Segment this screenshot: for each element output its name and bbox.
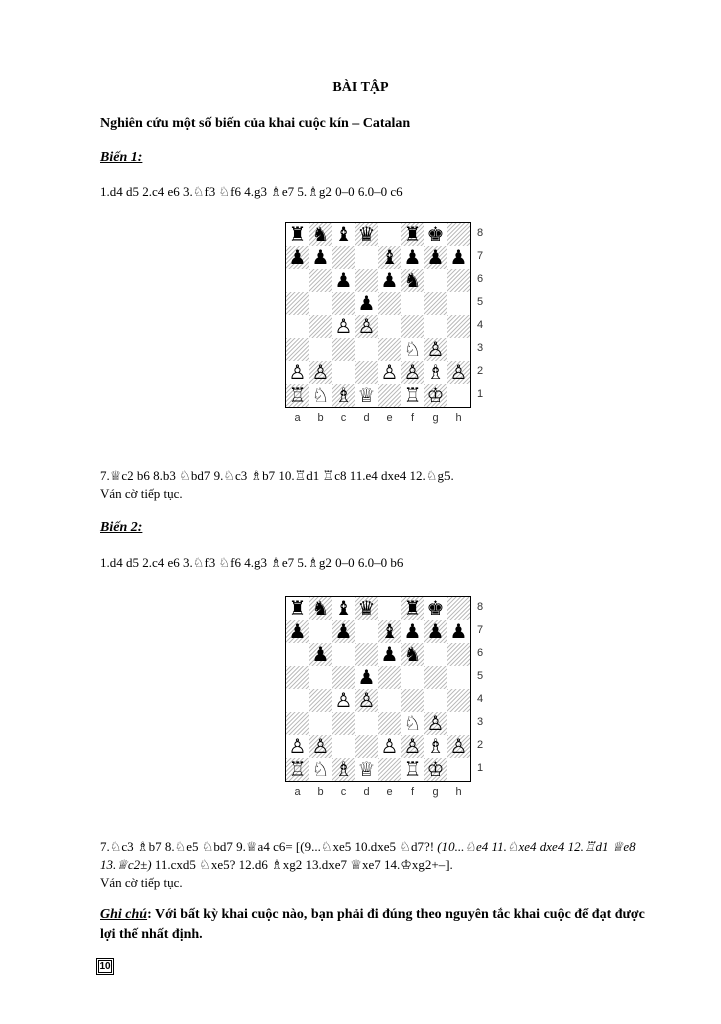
rank-label: 4 (477, 693, 484, 705)
file-label: b (317, 412, 324, 424)
white-bishop-icon: ♗ (334, 383, 353, 407)
board-square-d3 (355, 338, 378, 361)
black-pawn-icon: ♟ (403, 619, 422, 643)
file-label: g (432, 412, 439, 424)
white-pawn-icon: ♙ (311, 360, 330, 384)
board-square-b3 (309, 338, 332, 361)
white-pawn-icon: ♙ (380, 360, 399, 384)
white-pawn-icon: ♙ (288, 360, 307, 384)
file-label: e (386, 786, 393, 798)
board-square-c3 (332, 712, 355, 735)
board-square-a5 (286, 666, 309, 689)
white-pawn-icon: ♙ (380, 734, 399, 758)
board-square-b6 (309, 269, 332, 292)
board-square-h8 (447, 597, 470, 620)
file-label: b (317, 786, 324, 798)
board-square-d6 (355, 643, 378, 666)
white-pawn-icon: ♙ (334, 688, 353, 712)
file-label: h (455, 412, 462, 424)
chess-board (285, 596, 471, 782)
black-king-icon: ♚ (426, 596, 445, 620)
white-bishop-icon: ♗ (426, 734, 445, 758)
board-square-g5 (424, 666, 447, 689)
white-knight-icon: ♘ (311, 757, 330, 781)
white-pawn-icon: ♙ (426, 711, 445, 735)
white-pawn-icon: ♙ (449, 360, 468, 384)
rank-label: 1 (477, 388, 484, 400)
black-queen-icon: ♛ (357, 222, 376, 246)
board-square-f4 (401, 315, 424, 338)
white-pawn-icon: ♙ (403, 360, 422, 384)
board-square-h4 (447, 689, 470, 712)
board-square-f4 (401, 689, 424, 712)
page-subtitle: Nghiên cứu một số biến của khai cuộc kín – Catalan (100, 116, 411, 131)
chess-board (285, 222, 471, 408)
variant-1-opening-moves: 1.d4 d5 2.c4 e6 3.♘f3 ♘f6 4.g3 ♗e7 5.♗g2 0–0 6.0–0 c6 (100, 184, 403, 199)
black-pawn-icon: ♟ (449, 619, 468, 643)
board-square-e4 (378, 689, 401, 712)
white-pawn-icon: ♙ (288, 734, 307, 758)
black-rook-icon: ♜ (403, 596, 422, 620)
file-label: f (410, 786, 415, 798)
variant-2-continuation (100, 838, 640, 892)
black-pawn-icon: ♟ (426, 619, 445, 643)
rank-label: 4 (477, 319, 484, 331)
rank-label: 2 (477, 365, 484, 377)
board-square-e3 (378, 712, 401, 735)
black-pawn-icon: ♟ (449, 245, 468, 269)
black-pawn-icon: ♟ (380, 268, 399, 292)
white-queen-icon: ♕ (357, 757, 376, 781)
board-square-b5 (309, 292, 332, 315)
board-square-g4 (424, 689, 447, 712)
board-square-a5 (286, 292, 309, 315)
black-bishop-icon: ♝ (380, 245, 399, 269)
board-square-h8 (447, 223, 470, 246)
note-label: Ghi chú (100, 907, 148, 922)
board-square-d2 (355, 735, 378, 758)
black-pawn-icon: ♟ (311, 245, 330, 269)
black-pawn-icon: ♟ (334, 619, 353, 643)
board-square-e1 (378, 384, 401, 407)
board-square-d2 (355, 361, 378, 384)
white-pawn-icon: ♙ (357, 688, 376, 712)
board-square-g4 (424, 315, 447, 338)
file-label: h (455, 786, 462, 798)
file-label: d (363, 412, 370, 424)
black-rook-icon: ♜ (288, 596, 307, 620)
variant-2-continuation-italic: (10...♘e4 11.♘xe4 dxe4 12.♖d1 ♕e8 13.♕c2±) (100, 839, 636, 872)
black-knight-icon: ♞ (311, 222, 330, 246)
variant-2-label: Biến 2: (100, 520, 143, 535)
board-square-h4 (447, 315, 470, 338)
board-square-e8 (378, 597, 401, 620)
board-square-h6 (447, 643, 470, 666)
black-pawn-icon: ♟ (380, 642, 399, 666)
rank-label: 2 (477, 739, 484, 751)
rank-label: 5 (477, 670, 484, 682)
black-bishop-icon: ♝ (334, 222, 353, 246)
board-square-h5 (447, 292, 470, 315)
file-label: e (386, 412, 393, 424)
file-label: a (294, 786, 301, 798)
black-pawn-icon: ♟ (288, 245, 307, 269)
white-pawn-icon: ♙ (426, 337, 445, 361)
rank-label: 3 (477, 342, 484, 354)
board-square-e8 (378, 223, 401, 246)
board-square-d3 (355, 712, 378, 735)
board-square-b3 (309, 712, 332, 735)
black-pawn-icon: ♟ (357, 665, 376, 689)
black-bishop-icon: ♝ (380, 619, 399, 643)
white-queen-icon: ♕ (357, 383, 376, 407)
board-square-g6 (424, 269, 447, 292)
board-square-b7 (309, 620, 332, 643)
white-pawn-icon: ♙ (334, 314, 353, 338)
white-king-icon: ♔ (426, 757, 445, 781)
board-square-c7 (332, 246, 355, 269)
board-square-h5 (447, 666, 470, 689)
file-label: f (410, 412, 415, 424)
black-pawn-icon: ♟ (403, 245, 422, 269)
white-rook-icon: ♖ (288, 757, 307, 781)
board-square-b5 (309, 666, 332, 689)
board-square-c3 (332, 338, 355, 361)
black-rook-icon: ♜ (403, 222, 422, 246)
white-rook-icon: ♖ (288, 383, 307, 407)
board-square-b4 (309, 689, 332, 712)
black-pawn-icon: ♟ (334, 268, 353, 292)
board-square-d7 (355, 620, 378, 643)
variant-2-continuation-main: 7.♘c3 ♗b7 8.♘e5 ♘bd7 9.♕a4 c6= [(9...♘xe5 10.dxe5 ♘d7?! (100, 839, 438, 854)
board-square-c5 (332, 666, 355, 689)
board-square-a4 (286, 315, 309, 338)
board-square-g6 (424, 643, 447, 666)
rank-label: 8 (477, 227, 484, 239)
board-square-e3 (378, 338, 401, 361)
board-square-f5 (401, 666, 424, 689)
black-knight-icon: ♞ (403, 268, 422, 292)
white-pawn-icon: ♙ (403, 734, 422, 758)
white-pawn-icon: ♙ (311, 734, 330, 758)
board-square-d6 (355, 269, 378, 292)
board-square-e5 (378, 666, 401, 689)
black-pawn-icon: ♟ (311, 642, 330, 666)
black-king-icon: ♚ (426, 222, 445, 246)
board-square-e5 (378, 292, 401, 315)
rank-label: 8 (477, 601, 484, 613)
page-title: BÀI TẬP (332, 80, 389, 95)
board-square-a4 (286, 689, 309, 712)
black-queen-icon: ♛ (357, 596, 376, 620)
board-square-c2 (332, 361, 355, 384)
rank-label: 6 (477, 273, 484, 285)
black-pawn-icon: ♟ (357, 291, 376, 315)
note-text: : Với bất kỳ khai cuộc nào, bạn phải đi đúng theo nguyên tắc khai cuộc để đạt được lợi thế nhất định. (100, 907, 645, 942)
white-knight-icon: ♘ (311, 383, 330, 407)
board-square-a3 (286, 712, 309, 735)
board-square-c6 (332, 643, 355, 666)
white-knight-icon: ♘ (403, 337, 422, 361)
rank-label: 7 (477, 250, 484, 262)
rank-label: 3 (477, 716, 484, 728)
board-square-e1 (378, 758, 401, 781)
black-pawn-icon: ♟ (288, 619, 307, 643)
variant-1-continuation (100, 467, 640, 503)
board-square-c2 (332, 735, 355, 758)
board-square-a3 (286, 338, 309, 361)
black-rook-icon: ♜ (288, 222, 307, 246)
variant-1-label: Biến 1: (100, 150, 143, 165)
white-rook-icon: ♖ (403, 383, 422, 407)
board-square-h1 (447, 384, 470, 407)
white-rook-icon: ♖ (403, 757, 422, 781)
white-knight-icon: ♘ (403, 711, 422, 735)
white-king-icon: ♔ (426, 383, 445, 407)
board-square-b4 (309, 315, 332, 338)
page-number: 10 (96, 958, 114, 975)
file-label: a (294, 412, 301, 424)
board-square-h1 (447, 758, 470, 781)
board-square-c5 (332, 292, 355, 315)
black-bishop-icon: ♝ (334, 596, 353, 620)
board-square-h3 (447, 338, 470, 361)
black-knight-icon: ♞ (403, 642, 422, 666)
white-pawn-icon: ♙ (449, 734, 468, 758)
rank-label: 7 (477, 624, 484, 636)
white-pawn-icon: ♙ (357, 314, 376, 338)
file-label: d (363, 786, 370, 798)
variant-1-ending: Ván cờ tiếp tục. (100, 486, 183, 501)
note (100, 905, 660, 945)
board-square-a6 (286, 269, 309, 292)
rank-label: 5 (477, 296, 484, 308)
variant-2-opening-moves: 1.d4 d5 2.c4 e6 3.♘f3 ♘f6 4.g3 ♗e7 5.♗g2 0–0 6.0–0 b6 (100, 555, 404, 570)
rank-label: 1 (477, 762, 484, 774)
file-label: c (340, 786, 347, 798)
white-bishop-icon: ♗ (426, 360, 445, 384)
white-bishop-icon: ♗ (334, 757, 353, 781)
file-label: g (432, 786, 439, 798)
board-square-a6 (286, 643, 309, 666)
variant-2-ending: Ván cờ tiếp tục. (100, 875, 183, 890)
board-square-e4 (378, 315, 401, 338)
file-label: c (340, 412, 347, 424)
board-square-d7 (355, 246, 378, 269)
variant-1-continuation-main: 7.♕c2 b6 8.b3 ♘bd7 9.♘c3 ♗b7 10.♖d1 ♖c8 11.e4 dxe4 12.♘g5. (100, 468, 454, 483)
variant-2-continuation-tail: 11.cxd5 ♘xe5? 12.d6 ♗xg2 13.dxe7 ♕xe7 14.♔xg2+–]. (151, 857, 453, 872)
board-square-h6 (447, 269, 470, 292)
rank-label: 6 (477, 647, 484, 659)
black-knight-icon: ♞ (311, 596, 330, 620)
board-square-h3 (447, 712, 470, 735)
board-square-f5 (401, 292, 424, 315)
black-pawn-icon: ♟ (426, 245, 445, 269)
board-square-g5 (424, 292, 447, 315)
